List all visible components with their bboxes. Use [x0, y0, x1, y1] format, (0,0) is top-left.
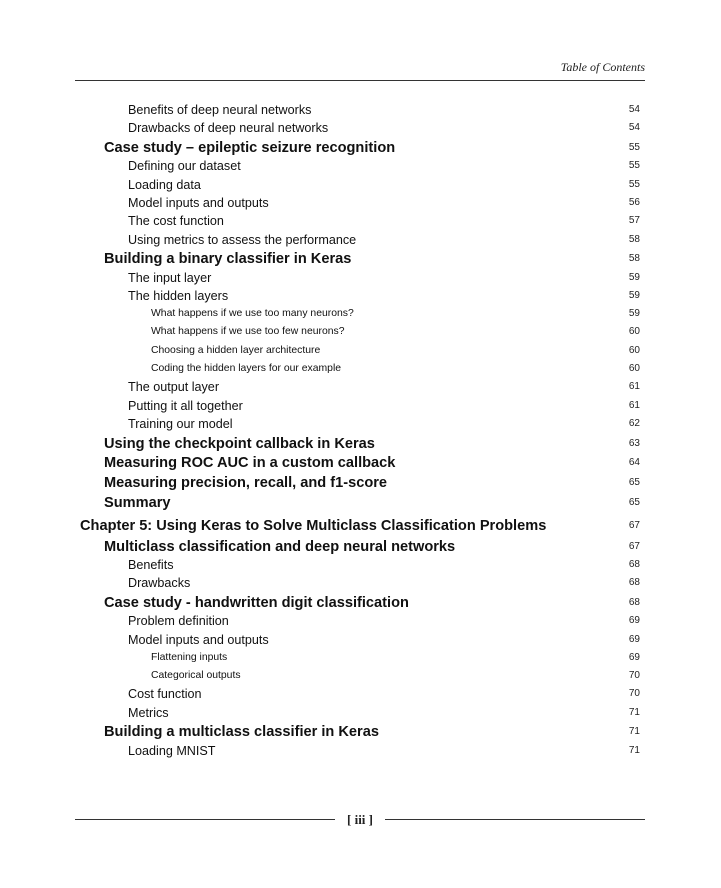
toc-entry[interactable] [0, 119, 721, 137]
toc-entry[interactable] [0, 556, 721, 574]
toc-entry[interactable] [0, 631, 721, 649]
toc-entry[interactable] [0, 101, 721, 119]
toc-entry-page: 65 [628, 496, 640, 508]
toc-entry[interactable] [0, 538, 721, 556]
toc-entry-title: Coding the hidden layers for our example [151, 363, 342, 374]
toc-entry-title: Putting it all together [128, 398, 243, 413]
toc-entry[interactable] [0, 231, 721, 249]
toc-entry-title: Categorical outputs [151, 670, 241, 682]
toc-entry-title: Metrics [128, 705, 169, 720]
toc-entry-title: Case study – epileptic seizure recognition [104, 140, 396, 156]
toc-entry[interactable] [0, 474, 721, 492]
toc-entry-page: 60 [628, 344, 640, 356]
toc-entry-title: The hidden layers [128, 288, 229, 303]
toc-entry[interactable] [0, 305, 721, 323]
toc-entry[interactable] [0, 212, 721, 230]
toc-entry-title: The input layer [128, 270, 212, 285]
toc-entry-title: The cost function [128, 214, 224, 229]
toc-entry[interactable] [0, 378, 721, 396]
toc-entry-page: 68 [628, 596, 640, 608]
toc-entry-title: Benefits [128, 557, 174, 572]
toc-entry-page: 62 [628, 417, 640, 429]
toc-entry-page: 69 [628, 651, 640, 663]
toc-entry[interactable] [0, 250, 721, 268]
toc-entry-title: Loading data [128, 177, 201, 192]
page-footer [75, 810, 645, 830]
toc-entry-page: 59 [628, 271, 640, 283]
toc-entry[interactable] [0, 194, 721, 212]
toc-entry-page: 59 [628, 289, 640, 301]
toc-entry-page: 68 [628, 577, 640, 589]
toc-entry[interactable] [0, 649, 721, 667]
toc-entry-page: 69 [628, 633, 640, 645]
toc-entry-page: 63 [628, 437, 640, 449]
toc-entry-page: 61 [628, 381, 640, 393]
toc-entry-title: Model inputs and outputs [128, 195, 269, 210]
toc-entry[interactable] [0, 269, 721, 287]
toc-entry[interactable] [0, 435, 721, 453]
toc-entry[interactable] [0, 157, 721, 175]
toc-entry-title: Case study - handwritten digit classification [104, 594, 409, 611]
toc-entry-page: 71 [628, 726, 640, 738]
toc-entry-title: Drawbacks of deep neural networks [128, 121, 329, 136]
toc-entry-title: What happens if we use too few neurons? [151, 326, 345, 338]
toc-entry[interactable] [0, 397, 721, 415]
toc-entry-title: Flattening inputs [151, 651, 228, 663]
toc-entry-page: 56 [628, 196, 640, 208]
toc-entry[interactable] [0, 454, 721, 472]
toc-entry-page: 54 [628, 122, 640, 134]
toc-entry[interactable] [0, 176, 721, 194]
toc-entry-title: Defining our dataset [128, 159, 241, 174]
toc-entry-page: 60 [628, 363, 640, 374]
toc-entry-title: Using the checkpoint callback in Keras [104, 435, 375, 452]
toc-entry-page: 61 [628, 399, 640, 411]
toc-chapter-entry[interactable] [0, 517, 721, 535]
toc-entry-title: Benefits of deep neural networks [128, 103, 312, 117]
running-head: Table of Contents [560, 60, 645, 74]
toc-entry-title: Summary [104, 494, 171, 511]
toc-entry-page: 67 [628, 540, 640, 552]
toc-entry-title: Model inputs and outputs [128, 632, 269, 647]
toc-entry[interactable] [0, 704, 721, 722]
toc-entry[interactable] [0, 342, 721, 360]
toc-entry-title: Loading MNIST [128, 743, 216, 758]
toc-entry-title: Drawbacks [128, 576, 191, 591]
toc-entry-page: 57 [628, 215, 640, 227]
toc-entry-page: 55 [628, 142, 640, 153]
toc-entry-page: 64 [628, 457, 640, 469]
toc-entry[interactable] [0, 323, 721, 341]
toc-entry-title: Training our model [128, 416, 233, 431]
toc-entry-page: 70 [628, 688, 640, 700]
toc-entry-title: What happens if we use too many neurons? [151, 308, 354, 320]
toc-entry[interactable] [0, 594, 721, 612]
toc-entry-title: Measuring precision, recall, and f1-score [104, 475, 388, 491]
toc-entry-title: Cost function [128, 687, 202, 702]
toc-entry[interactable] [0, 287, 721, 305]
toc-entry[interactable] [0, 723, 721, 741]
toc-entry[interactable] [0, 139, 721, 157]
toc-entry-page: 55 [628, 178, 640, 190]
toc-entry[interactable] [0, 494, 721, 512]
toc-entry-page: 70 [628, 670, 640, 682]
page-number: [ iii ] [347, 812, 373, 827]
toc-entry-title: Building a multiclass classifier in Keras [104, 724, 379, 741]
toc-entry[interactable] [0, 667, 721, 685]
footer-rule-right [385, 819, 645, 820]
toc-entry-page: 69 [628, 615, 640, 627]
toc-entry-page: 58 [628, 233, 640, 245]
toc-entry-page: 71 [628, 744, 640, 756]
toc-entry[interactable] [0, 685, 721, 703]
toc-entry-title: Choosing a hidden layer architecture [151, 344, 321, 356]
toc-entry[interactable] [0, 574, 721, 592]
toc-entry-title: Problem definition [128, 614, 229, 629]
toc-entry[interactable] [0, 742, 721, 760]
toc-entry-title: Chapter 5: Using Keras to Solve Multiclass Classification Problems [80, 518, 547, 535]
toc-entry-page: 58 [628, 253, 640, 265]
toc-entry[interactable] [0, 612, 721, 630]
toc-entry-page: 54 [628, 104, 640, 115]
toc-entry-title: Using metrics to assess the performance [128, 232, 357, 247]
toc-entry-page: 71 [628, 706, 640, 718]
toc-entry-page: 68 [628, 558, 640, 570]
toc-entry-title: The output layer [128, 380, 220, 395]
toc-entry[interactable] [0, 360, 721, 378]
toc-entry-title: Measuring ROC AUC in a custom callback [104, 455, 396, 472]
toc-entry-page: 65 [628, 477, 640, 488]
toc-entry-page: 67 [628, 520, 640, 532]
toc-entry[interactable] [0, 415, 721, 433]
toc-entry-title: Multiclass classification and deep neural networks [104, 538, 456, 555]
toc-entry-title: Building a binary classifier in Keras [104, 251, 352, 268]
toc-entry-page: 55 [628, 160, 640, 172]
toc-entry-page: 59 [628, 308, 640, 320]
toc-entry-page: 60 [628, 326, 640, 338]
